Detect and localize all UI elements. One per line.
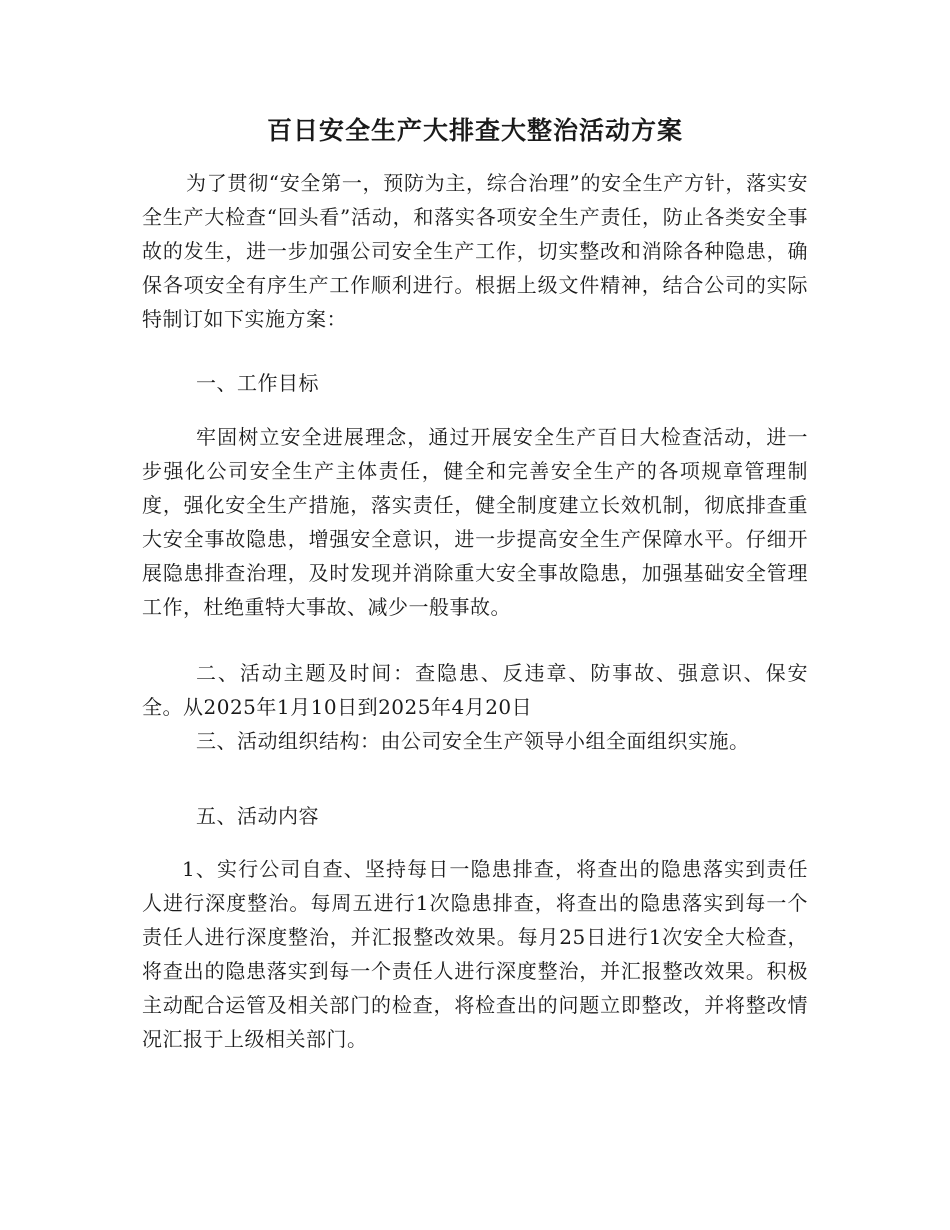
activity-content-item-1: 1、实行公司自查、坚持每日一隐患排查，将查出的隐患落实到责任人进行深度整治。每周五进行1次隐患排查，将查出的隐患落实到每一个责任人进行深度整治，并汇报整改效果。每月25日进行1次安全大检查，将查出的隐患落实到每一个责任人进行深度整治，并汇报整改效果。积极主动配合运管及相关部门的检查，将检查出的问题立即整改，并将整改情况汇报于上级相关部门。 [142, 857, 808, 1051]
work-goal-paragraph: 牢固树立安全进展理念，通过开展安全生产百日大检查活动，进一步强化公司安全生产主体责任，健全和完善安全生产的各项规章管理制度，强化安全生产措施，落实责任，健全制度建立长效机制，彻底排查重大安全事故隐患，增强安全意识，进一步提高安全生产保障水平。仔细开展隐患排查治理，及时发现并消除重大安全事故隐患，加强基础安全管理工作，杜绝重特大事故、减少一般事故。 [142, 425, 808, 619]
activity-organization: 三、活动组织结构：由公司安全生产领导小组全面组织实施。 [196, 729, 750, 753]
document-title: 百日安全生产大排查大整治活动方案 [266, 116, 683, 145]
section-heading-activity-content: 五、活动内容 [196, 804, 319, 828]
activity-theme-and-time: 二、活动主题及时间：查隐患、反违章、防事故、强意识、保安全。从2025年1月10日到2025年4月20日 [142, 661, 808, 719]
section-heading-work-goal: 一、工作目标 [196, 371, 319, 395]
intro-paragraph: 为了贯彻“安全第一，预防为主，综合治理”的安全生产方针，落实安全生产大检查“回头看”活动，和落实各项安全生产责任，防止各类安全事故的发生，进一步加强公司安全生产工作，切实整改和消除各种隐患，确保各项安全有序生产工作顺利进行。根据上级文件精神，结合公司的实际特制订如下实施方案： [142, 171, 808, 331]
